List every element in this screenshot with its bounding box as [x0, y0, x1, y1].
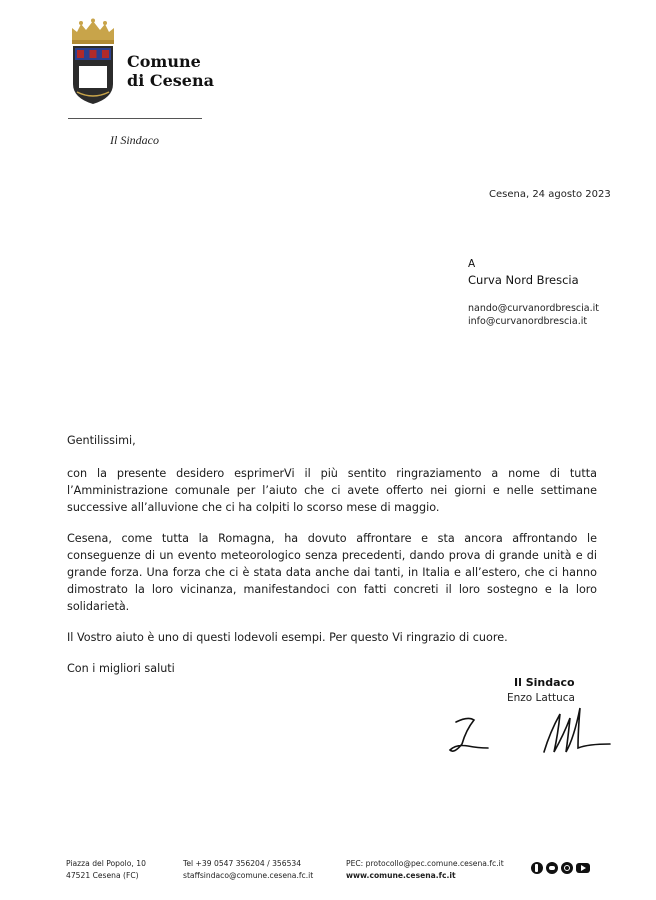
municipal-crest-logo — [68, 18, 118, 106]
social-icons — [531, 862, 590, 874]
footer-pec[interactable]: PEC: protocollo@pec.comune.cesena.fc.it — [346, 859, 504, 868]
recipient-emails — [468, 302, 599, 328]
municipality-name — [127, 52, 214, 90]
recipient-prefix: A — [468, 258, 476, 270]
brand-line-1: Comune — [127, 52, 201, 71]
address-line: Piazza del Popolo, 10 — [66, 859, 146, 868]
footer-address — [66, 858, 146, 882]
twitter-icon[interactable] — [546, 862, 558, 874]
footer-contacts — [183, 858, 313, 882]
letter-body — [67, 432, 597, 691]
body-paragraph: Il Vostro aiuto è uno di questi lodevoli esempi. Per questo Vi ringrazio di cuore. — [67, 631, 508, 644]
closing: Con i migliori saluti — [67, 662, 175, 675]
youtube-icon[interactable] — [576, 863, 590, 873]
address-line: 47521 Cesena (FC) — [66, 871, 139, 880]
footer-website-link[interactable]: www.comune.cesena.fc.it — [346, 871, 456, 880]
letterhead-divider — [68, 118, 202, 119]
facebook-icon[interactable] — [531, 862, 543, 874]
brand-line-2: di Cesena — [127, 71, 214, 90]
instagram-icon[interactable] — [561, 862, 573, 874]
salutation: Gentilissimi, — [67, 434, 136, 447]
signature-role: Il Sindaco — [514, 676, 575, 689]
recipient-email: nando@curvanordbrescia.it — [468, 303, 599, 314]
recipient-email: info@curvanordbrescia.it — [468, 316, 588, 327]
footer-email[interactable]: staffsindaco@comune.cesena.fc.it — [183, 871, 314, 880]
handwritten-signature — [448, 704, 614, 762]
body-paragraph: Cesena, come tutta la Romagna, ha dovuto affrontare e sta ancora affrontando le conseguenze di un evento meteorologico senza precedenti, dando prova di grande unità e di grande forza. Una forza che ci è stata data anche dai tanti, in Italia e all’estero, che ci hanno dimostrato la loro vicinanza, manifestandoci con fatti concreti il loro sostegno e la loro solidarietà. — [67, 532, 597, 613]
footer-phone: Tel +39 0547 356204 / 356534 — [183, 859, 302, 868]
recipient-block — [468, 258, 579, 287]
office-title: Il Sindaco — [110, 133, 159, 147]
recipient-name: Curva Nord Brescia — [468, 273, 579, 287]
body-paragraph: con la presente desidero esprimerVi il più sentito ringraziamento a nome di tutta l’Amministrazione comunale per l’aiuto che ci avete offerto nei giorni e nelle settimane successive all’alluvione che ci ha colpiti lo scorso mese di maggio. — [67, 467, 597, 514]
signature-name: Enzo Lattuca — [507, 692, 575, 704]
letter-date: Cesena, 24 agosto 2023 — [489, 189, 611, 200]
footer-web — [346, 858, 504, 882]
